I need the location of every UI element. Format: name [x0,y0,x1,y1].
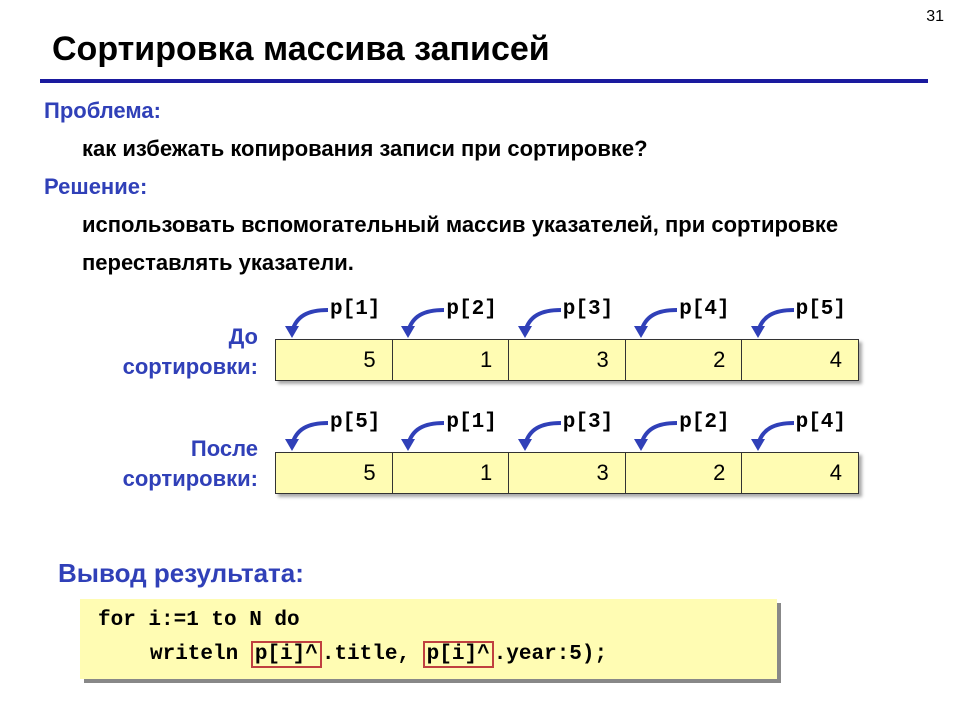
array-cell: 4 [742,453,858,493]
output-label: Вывод результата: [58,558,304,588]
pointer-label [627,298,743,342]
pointer-label [394,411,510,455]
array-cell: 1 [393,453,510,493]
array-cell: 3 [509,340,626,380]
array-cell: 4 [742,340,858,380]
array-cell: 5 [276,453,393,493]
problem-text: как избежать копирования записи при сортировке? [82,136,648,161]
array-cell: 5 [276,340,393,380]
array-before-sort [275,339,859,381]
pointer-text: p[5] [795,298,847,321]
slide-title: Сортировка массива записей [52,30,550,68]
after-label-line1: После [190,436,258,461]
pointer-label [511,411,627,455]
code-year-field: .year:5); [493,643,608,666]
pointer-text: p[2] [679,411,730,434]
pointer-text: p[2] [446,298,497,321]
pointer-text: p[4] [679,298,730,321]
pointer-label [394,298,510,342]
pointer-text: p[3] [562,298,614,321]
title-rule [40,79,928,83]
code-line-2 [150,643,607,666]
array-cell: 1 [393,340,510,380]
pointer-label [627,411,743,455]
pointer-label [278,298,394,342]
pointer-label [744,298,860,342]
curved-arrow-icon [515,417,565,453]
pointer-label [511,298,627,342]
array-cell: 2 [626,453,743,493]
pointer-label [744,411,860,455]
after-label-line2: сортировки: [122,466,258,491]
array-cell: 3 [509,453,626,493]
pointer-text: p[4] [795,411,847,434]
curved-arrow-icon [748,304,798,340]
curved-arrow-icon [515,304,565,340]
curved-arrow-icon [748,417,798,453]
before-label-line2: сортировки: [122,354,258,379]
solution-text: использовать вспомогательный массив указателей, при сортировке переставлять указатели. [82,212,839,275]
highlight-pointer-2: p[i]^ [423,641,494,668]
curved-arrow-icon [398,304,448,340]
solution-label: Решение: [44,174,148,199]
slide-number: 31 [926,8,944,25]
code-title-field: .title, [321,643,423,666]
after-sort-label [18,434,258,494]
pointer-label [278,411,394,455]
array-after-sort [275,452,859,494]
curved-arrow-icon [282,417,332,453]
code-box [80,599,777,679]
code-line-1: for i:=1 to N do [98,609,300,632]
pointer-text: p[3] [562,411,614,434]
curved-arrow-icon [631,304,681,340]
before-label-line1: До [228,324,258,349]
pointer-text: p[1] [446,411,497,434]
problem-label: Проблема: [44,98,161,123]
pointer-text: p[1] [330,298,381,321]
pointer-text: p[5] [330,411,381,434]
code-writeln: writeln [150,643,239,666]
curved-arrow-icon [398,417,448,453]
curved-arrow-icon [282,304,332,340]
highlight-pointer-1: p[i]^ [251,641,322,668]
before-sort-label [18,322,258,382]
curved-arrow-icon [631,417,681,453]
array-cell: 2 [626,340,743,380]
